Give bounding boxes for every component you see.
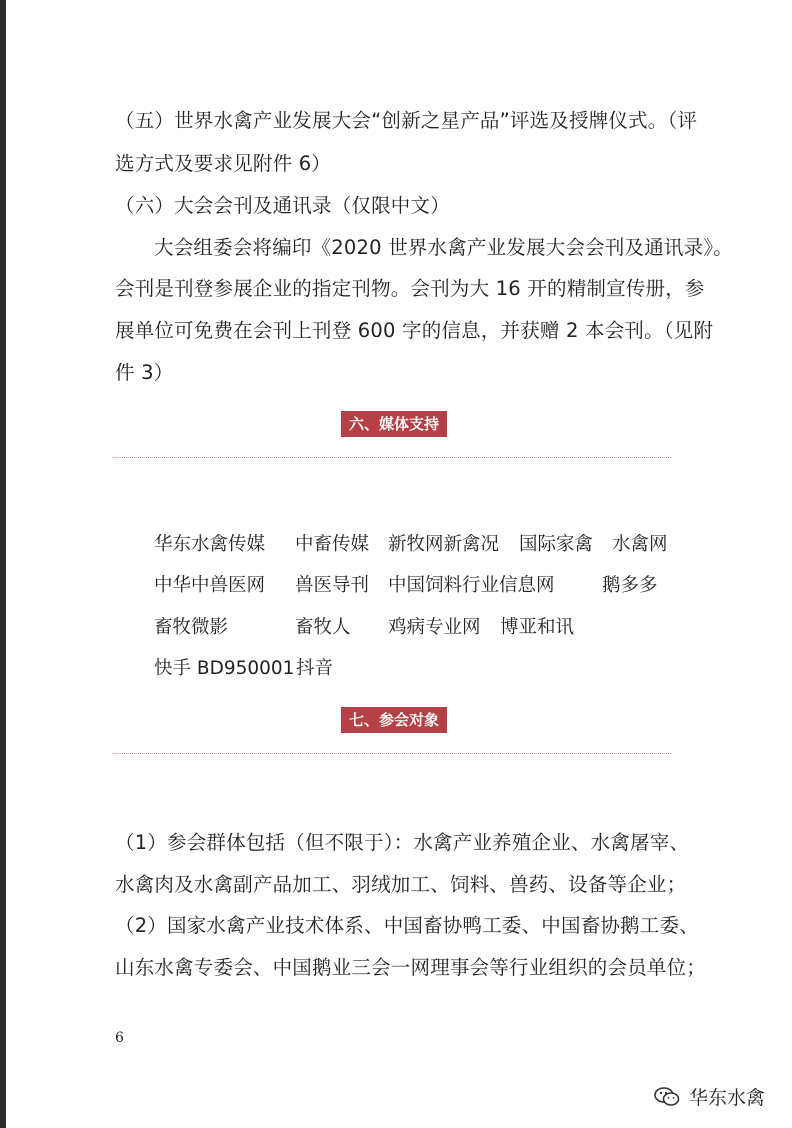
section-divider [113, 753, 671, 754]
media-item: 新牧网新禽况 [388, 534, 500, 555]
participants-line-4: 山东水禽专委会、中国鹅业三会一网理事会等行业组织的会员单位； [115, 956, 707, 979]
paragraph-6-line-3: 展单位可免费在会刊上刊登 600 字的信息，并获赠 2 本会刊。（见附 [115, 319, 714, 342]
media-item: 兽医导刊 [295, 575, 370, 596]
section-title-participants: 七、参会对象 [341, 707, 447, 733]
media-item: 水禽网 [612, 534, 668, 555]
media-item: 华东水禽传媒 [154, 534, 266, 555]
paragraph-5-line-2: 选方式及要求见附件 6） [115, 152, 332, 175]
paragraph-6-line-2: 会刊是刊登参展企业的指定刊物。会刊为大 16 开的精制宣传册，参 [115, 277, 705, 300]
paragraph-6-line-4: 件 3） [115, 361, 174, 384]
media-item: 鹅多多 [602, 575, 658, 596]
media-item: 中国饲料行业信息网 [388, 575, 555, 596]
participants-line-3: （2）国家水禽产业技术体系、中国畜协鸭工委、中国畜协鹅工委、 [115, 914, 699, 937]
media-item: 国际家禽 [519, 534, 594, 555]
page-number: 6 [115, 1030, 124, 1046]
participants-line-1: （1）参会群体包括（但不限于）：水禽产业养殖企业、水禽屠宰、 [115, 831, 690, 854]
participants-line-2: 水禽肉及水禽副产品加工、羽绒加工、饲料、兽药、设备等企业； [115, 873, 687, 896]
media-item: 中华中兽医网 [154, 575, 266, 596]
media-item: 鸡病专业网 [388, 617, 481, 638]
section-divider [113, 457, 671, 458]
paragraph-5-line-1: （五）世界水禽产业发展大会“创新之星产品”评选及授牌仪式。（评 [115, 109, 698, 132]
watermark-text: 华东水禽 [689, 1087, 766, 1109]
media-item: 博亚和讯 [500, 617, 575, 638]
media-item: 抖音 [296, 658, 334, 679]
media-item: 畜牧微影 [154, 617, 229, 638]
section-title-media: 六、媒体支持 [341, 411, 447, 437]
paragraph-6-title: （六）大会会刊及通讯录（仅限中文） [115, 194, 450, 217]
page-edge [0, 0, 6, 1128]
media-item: 畜牧人 [295, 617, 351, 638]
watermark [653, 1083, 765, 1110]
media-item: 中畜传媒 [295, 534, 370, 555]
paragraph-6-line-1: 大会组委会将编印《2020 世界水禽产业发展大会会刊及通讯录》。 [154, 236, 733, 259]
wechat-icon [653, 1086, 681, 1108]
media-item: 快手 BD950001 [154, 658, 295, 679]
